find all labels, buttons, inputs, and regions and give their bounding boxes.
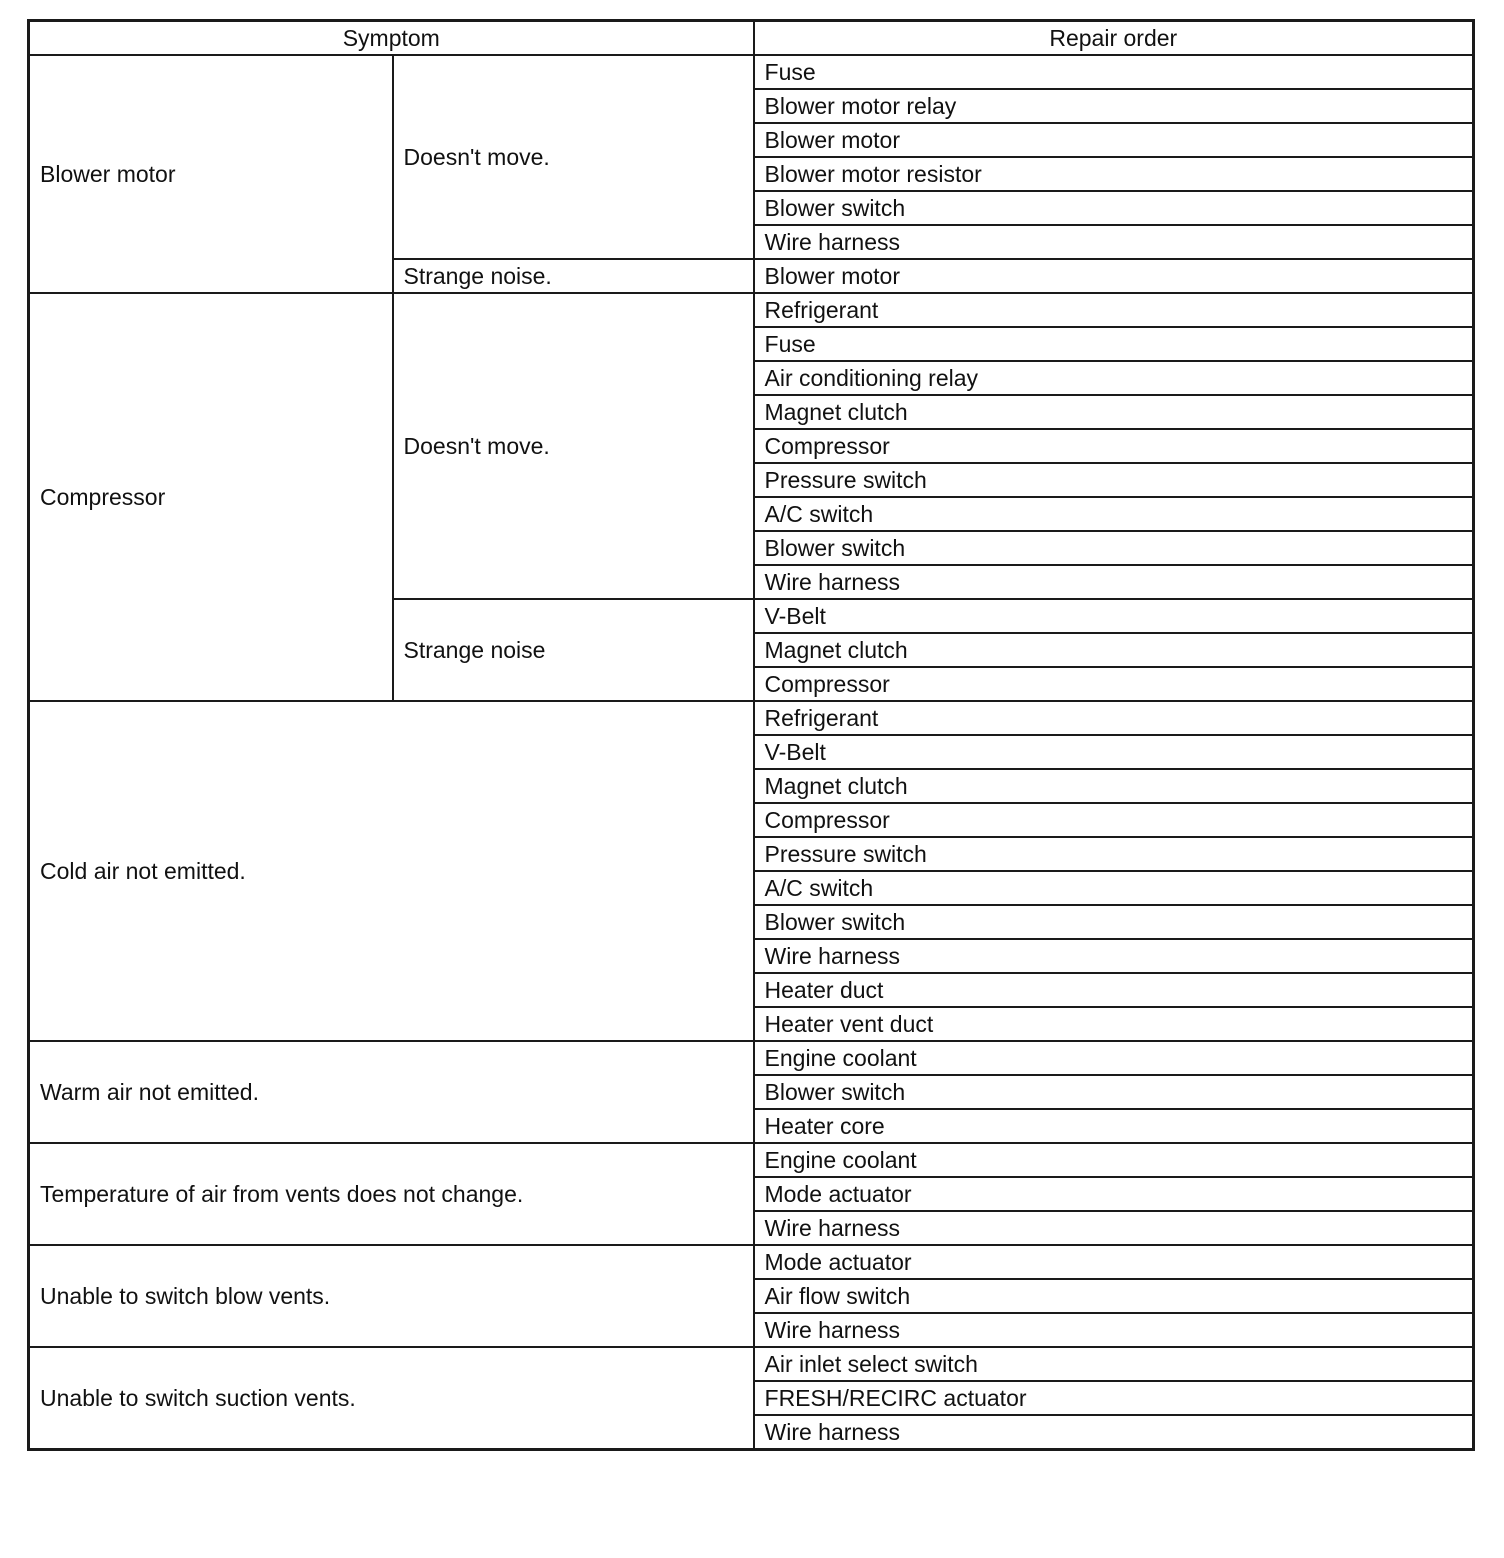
table-row	[29, 1143, 1474, 1177]
repair-item-cell: Refrigerant	[754, 701, 1474, 735]
repair-item-cell: Mode actuator	[754, 1245, 1474, 1279]
symptom-cell: Temperature of air from vents does not change.	[29, 1143, 754, 1245]
repair-item-cell: Heater duct	[754, 973, 1474, 1007]
repair-item-cell: Blower motor relay	[754, 89, 1474, 123]
sub-symptom-cell: Strange noise.	[393, 259, 754, 293]
repair-item-cell: Heater core	[754, 1109, 1474, 1143]
symptom-cell: Blower motor	[29, 55, 393, 293]
symptom-cell: Compressor	[29, 293, 393, 701]
table-body	[29, 55, 1474, 1450]
table-row	[29, 701, 1474, 735]
repair-item-cell: Mode actuator	[754, 1177, 1474, 1211]
symptom-cell: Unable to switch suction vents.	[29, 1347, 754, 1450]
repair-item-cell: Wire harness	[754, 225, 1474, 259]
table-row	[29, 1245, 1474, 1279]
sub-symptom-cell: Strange noise	[393, 599, 754, 701]
repair-item-cell: Magnet clutch	[754, 769, 1474, 803]
repair-item-cell: Blower switch	[754, 191, 1474, 225]
repair-item-cell: V-Belt	[754, 735, 1474, 769]
repair-item-cell: Pressure switch	[754, 837, 1474, 871]
repair-item-cell: Compressor	[754, 667, 1474, 701]
header-row	[29, 21, 1474, 56]
sub-symptom-cell: Doesn't move.	[393, 293, 754, 599]
repair-item-cell: Air inlet select switch	[754, 1347, 1474, 1381]
repair-item-cell: Engine coolant	[754, 1143, 1474, 1177]
repair-item-cell: Wire harness	[754, 565, 1474, 599]
symptom-cell: Warm air not emitted.	[29, 1041, 754, 1143]
repair-item-cell: Fuse	[754, 327, 1474, 361]
repair-item-cell: Wire harness	[754, 1211, 1474, 1245]
repair-item-cell: Blower switch	[754, 1075, 1474, 1109]
table-row	[29, 1041, 1474, 1075]
sub-symptom-cell: Doesn't move.	[393, 55, 754, 259]
table-row	[29, 55, 1474, 89]
repair-item-cell: A/C switch	[754, 871, 1474, 905]
repair-item-cell: Blower switch	[754, 905, 1474, 939]
repair-item-cell: Wire harness	[754, 1415, 1474, 1450]
repair-order-header: Repair order	[754, 21, 1474, 56]
repair-item-cell: FRESH/RECIRC actuator	[754, 1381, 1474, 1415]
repair-item-cell: Compressor	[754, 803, 1474, 837]
symptom-header: Symptom	[29, 21, 754, 56]
repair-item-cell: Blower motor	[754, 259, 1474, 293]
repair-item-cell: Compressor	[754, 429, 1474, 463]
repair-item-cell: Blower switch	[754, 531, 1474, 565]
repair-item-cell: Magnet clutch	[754, 633, 1474, 667]
repair-item-cell: Refrigerant	[754, 293, 1474, 327]
repair-item-cell: Magnet clutch	[754, 395, 1474, 429]
repair-item-cell: Fuse	[754, 55, 1474, 89]
repair-item-cell: Wire harness	[754, 1313, 1474, 1347]
table-row	[29, 293, 1474, 327]
table-row	[29, 1347, 1474, 1381]
repair-order-sheet	[27, 19, 1472, 1451]
repair-item-cell: A/C switch	[754, 497, 1474, 531]
repair-item-cell: Air conditioning relay	[754, 361, 1474, 395]
repair-item-cell: Blower motor	[754, 123, 1474, 157]
repair-item-cell: Heater vent duct	[754, 1007, 1474, 1041]
symptom-cell: Unable to switch blow vents.	[29, 1245, 754, 1347]
symptom-repair-table	[27, 19, 1475, 1451]
repair-item-cell: Pressure switch	[754, 463, 1474, 497]
repair-item-cell: Engine coolant	[754, 1041, 1474, 1075]
repair-item-cell: Blower motor resistor	[754, 157, 1474, 191]
symptom-cell: Cold air not emitted.	[29, 701, 754, 1041]
repair-item-cell: Wire harness	[754, 939, 1474, 973]
repair-item-cell: Air flow switch	[754, 1279, 1474, 1313]
repair-item-cell: V-Belt	[754, 599, 1474, 633]
